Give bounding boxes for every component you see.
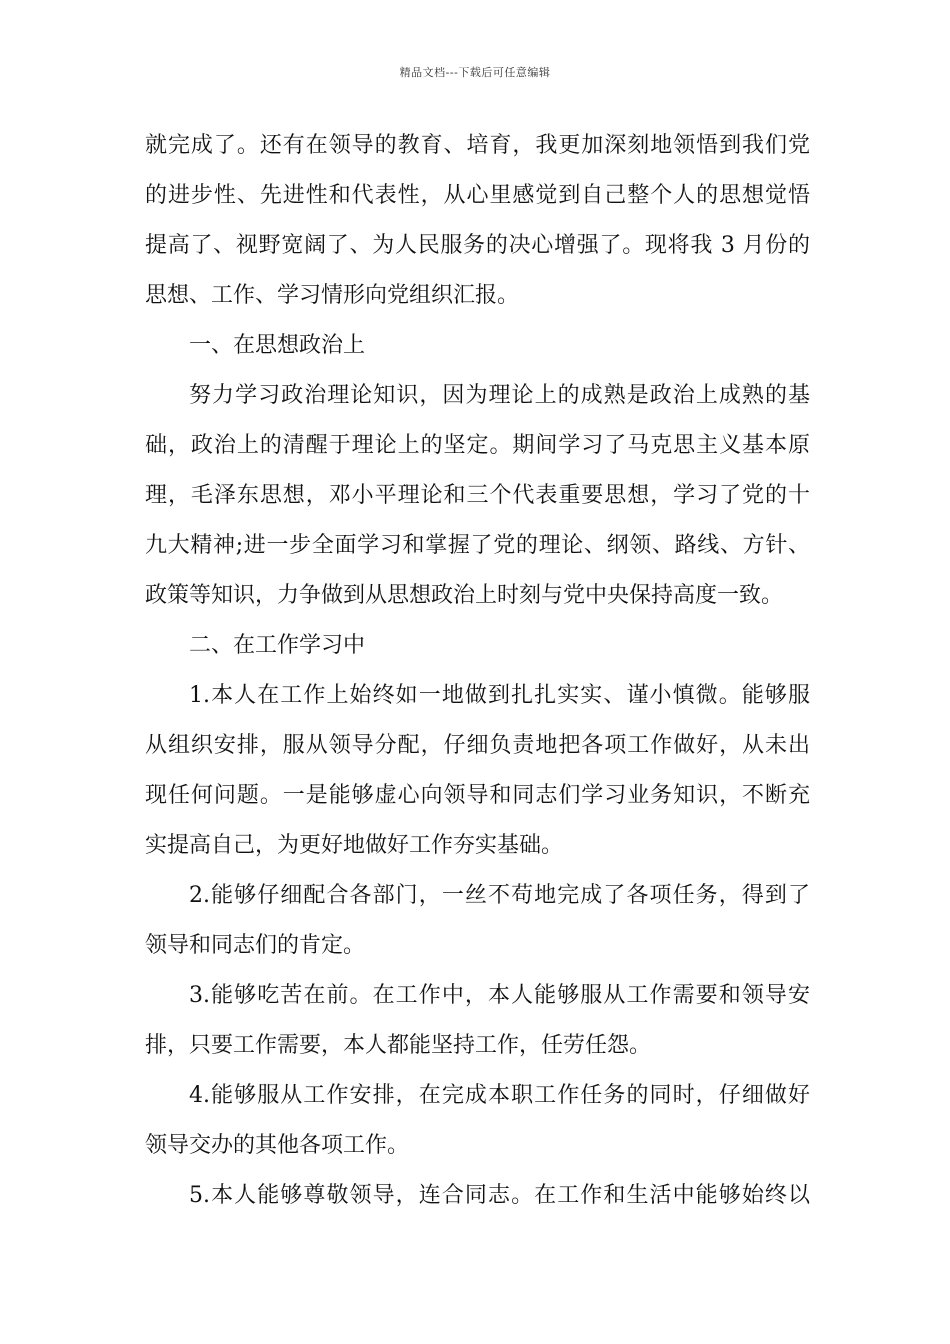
page-header: 精品文档---下载后可任意编辑 <box>399 66 551 79</box>
text-line: 九大精神;进一步全面学习和掌握了党的理论、纲领、路线、方针、 <box>145 533 810 558</box>
text-line: 4.能够服从工作安排，在完成本职工作任务的同时，仔细做好 <box>189 1083 810 1108</box>
text-line: 理，毛泽东思想，邓小平理论和三个代表重要思想，学习了党的十 <box>145 483 810 508</box>
text-line: 1.本人在工作上始终如一地做到扎扎实实、谨小慎微。能够服 <box>189 683 810 708</box>
text-line: 的进步性、先进性和代表性，从心里感觉到自己整个人的思想觉悟 <box>145 183 810 208</box>
text-line: 二、在工作学习中 <box>189 633 366 658</box>
text-line: 础，政治上的清醒于理论上的坚定。期间学习了马克思主义基本原 <box>145 433 810 458</box>
text-line: 思想、工作、学习情形向党组织汇报。 <box>145 283 520 308</box>
text-line: 领导和同志们的肯定。 <box>145 933 366 958</box>
text-line: 提高了、视野宽阔了、为人民服务的决心增强了。现将我 3 月份的 <box>145 233 810 258</box>
text-line: 就完成了。还有在领导的教育、培育，我更加深刻地领悟到我们党 <box>145 133 810 158</box>
text-line: 努力学习政治理论知识，因为理论上的成熟是政治上成熟的基 <box>189 383 810 408</box>
text-line: 3.能够吃苦在前。在工作中，本人能够服从工作需要和领导安 <box>189 983 810 1008</box>
text-line: 实提高自己，为更好地做好工作夯实基础。 <box>145 833 564 858</box>
text-line: 一、在思想政治上 <box>189 333 366 358</box>
text-line: 政策等知识，力争做到从思想政治上时刻与党中央保持高度一致。 <box>145 583 784 608</box>
text-line: 排，只要工作需要，本人都能坚持工作，任劳任怨。 <box>145 1033 652 1058</box>
text-line: 现任何问题。一是能够虚心向领导和同志们学习业务知识，不断充 <box>145 783 810 808</box>
text-line: 领导交办的其他各项工作。 <box>145 1133 410 1158</box>
text-line: 2.能够仔细配合各部门，一丝不苟地完成了各项任务，得到了 <box>189 883 810 908</box>
text-line: 5.本人能够尊敬领导，连合同志。在工作和生活中能够始终以 <box>189 1183 810 1208</box>
text-line: 从组织安排，服从领导分配，仔细负责地把各项工作做好，从未出 <box>145 733 810 758</box>
document-body <box>145 128 810 1228</box>
